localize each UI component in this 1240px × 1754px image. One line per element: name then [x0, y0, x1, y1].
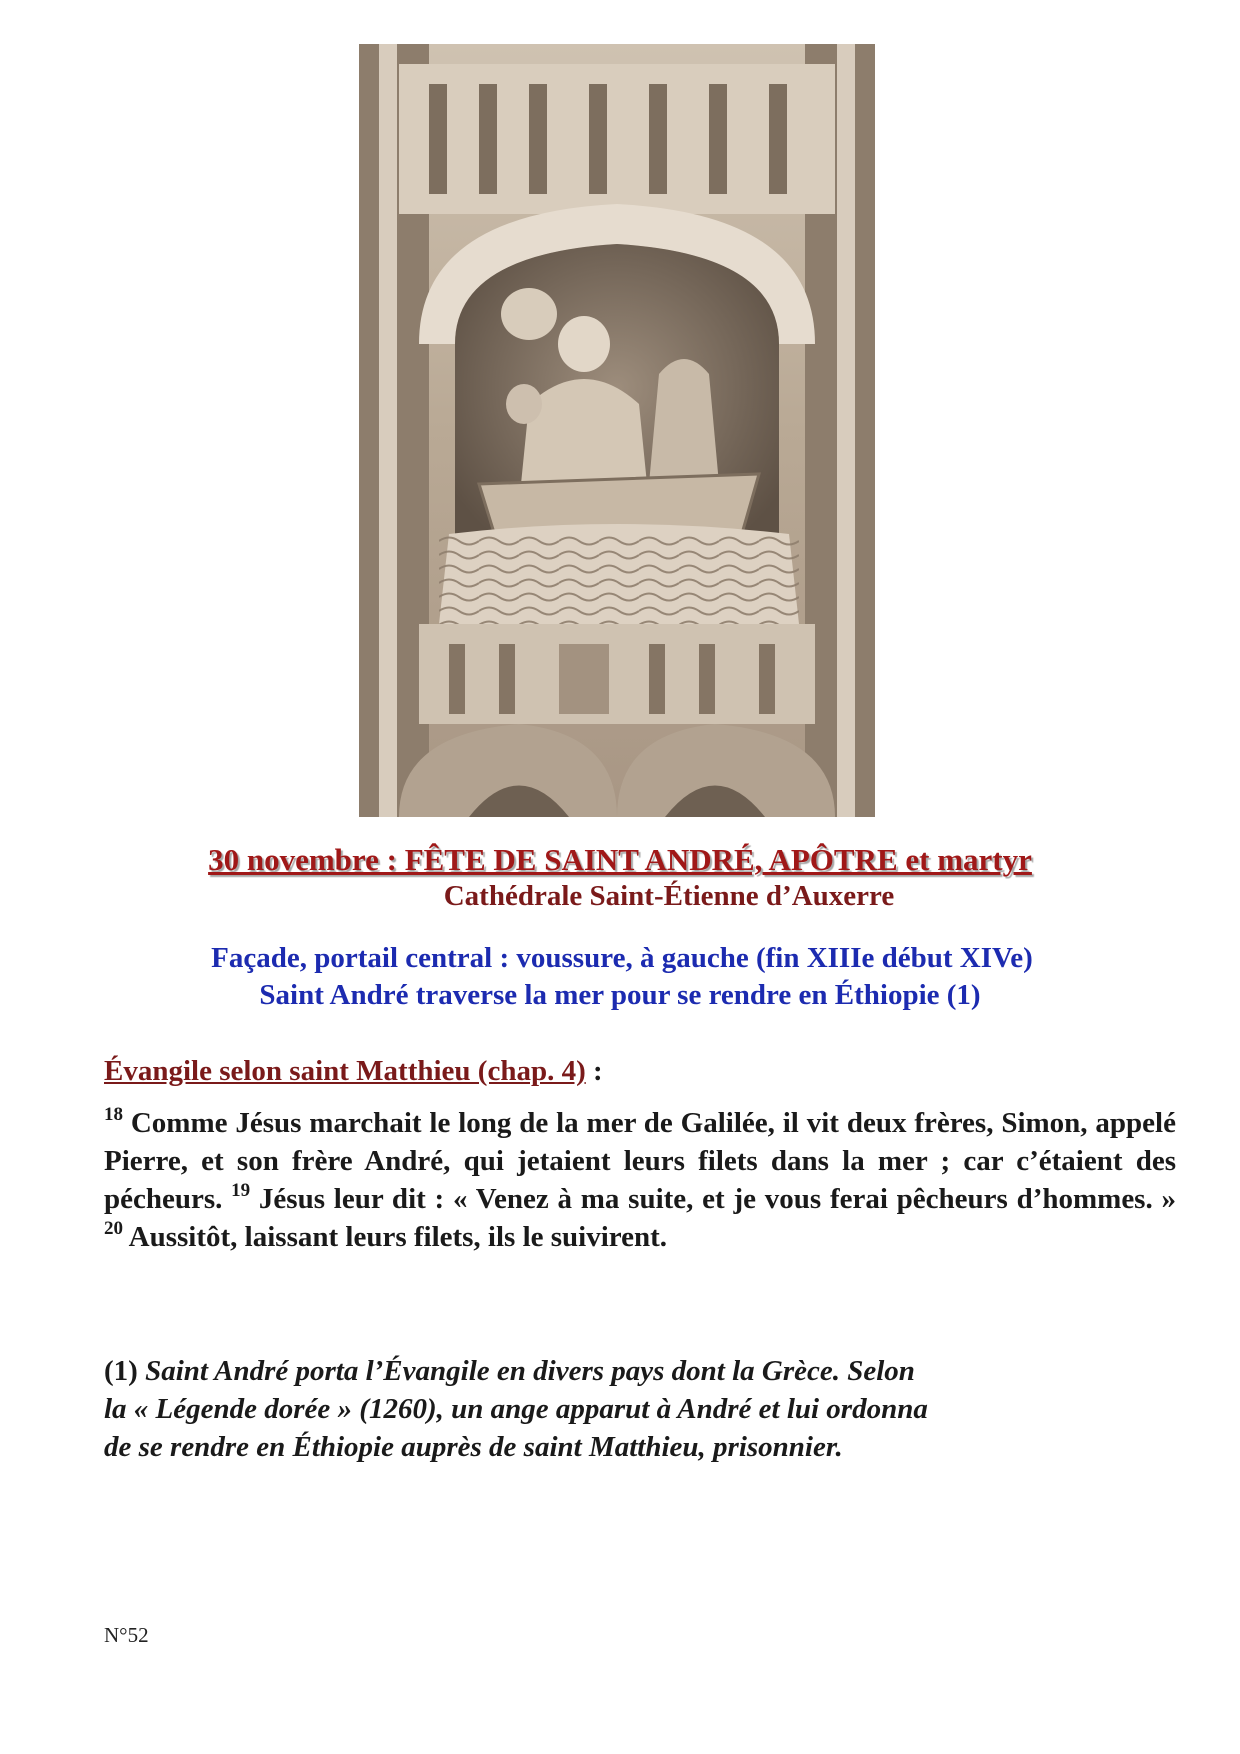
- facade-description: Façade, portail central : voussure, à gauche (fin XIIIe début XIVe): [211, 942, 1033, 974]
- verse-number: 18: [104, 1104, 123, 1125]
- cathedral-subtitle: Cathédrale Saint-Étienne d’Auxerre: [443, 880, 895, 912]
- verse-text: Comme Jésus marchait le long de la mer de Galilée, il vit deux frères, Simon, appelé Pierre, et son frère André, qui jetaient leurs filets dans la mer ; car c’étaient des pécheurs.: [104, 1107, 1176, 1215]
- footnote-marker: (1): [104, 1355, 146, 1387]
- footnote-line: Saint André porta l’Évangile en divers pays dont la Grèce. Selon: [145, 1355, 915, 1387]
- scene-description: Saint André traverse la mer pour se rendre en Éthiopie (1): [259, 979, 981, 1011]
- gospel-heading-suffix: :: [585, 1055, 603, 1087]
- verse-text: Jésus leur dit : « Venez à ma suite, et je vous ferai pêcheurs d’hommes. »: [250, 1183, 1176, 1215]
- sculpture-illustration: [359, 44, 875, 817]
- footnote-line: de se rendre en Éthiopie auprès de saint Matthieu, prisonnier.: [104, 1431, 843, 1463]
- verse-text: Aussitôt, laissant leurs filets, ils le suivirent.: [123, 1221, 668, 1253]
- verse-number: 19: [231, 1180, 251, 1201]
- gospel-heading: [104, 1055, 603, 1088]
- footnote-line: la « Légende dorée » (1260), un ange apparut à André et lui ordonna: [104, 1393, 928, 1425]
- verse-number: 20: [104, 1218, 123, 1239]
- feast-title: 30 novembre : FÊTE DE SAINT ANDRÉ, APÔTRE et martyr: [208, 842, 1032, 877]
- footnote: [104, 1352, 1104, 1466]
- cathedral-sculpture-photo: [359, 44, 875, 817]
- gospel-reference: Évangile selon saint Matthieu (chap. 4): [104, 1055, 586, 1087]
- page-number: N°52: [104, 1623, 149, 1647]
- gospel-passage: [104, 1104, 1176, 1256]
